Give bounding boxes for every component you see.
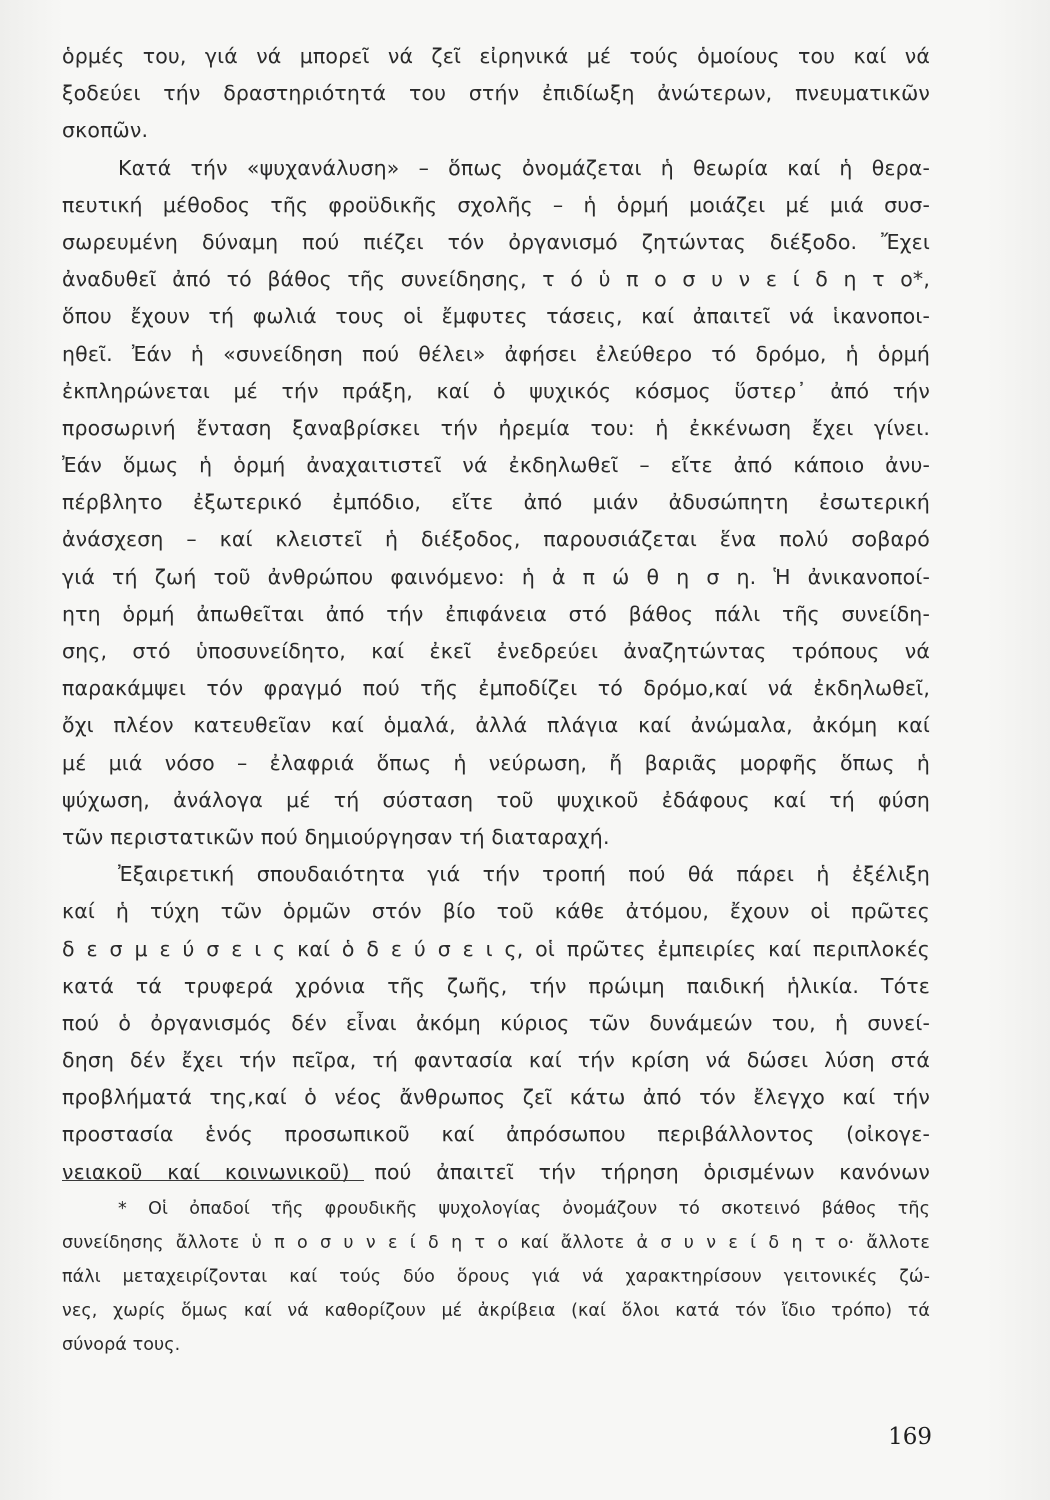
- text-line: ψύχωση, ἀνάλογα μέ τή σύσταση τοῦ ψυχικοῦ ἐδάφους καί τή φύση: [62, 787, 930, 812]
- page-number: 169: [888, 1424, 932, 1450]
- text-line: σης, στό ὑποσυνείδητο, καί ἐκεῖ ἐνεδρεύει ἀναζητώντας τρόπους νά: [62, 639, 930, 663]
- text-line: νειακοῦ καί κοινωνικοῦ) πού ἀπαιτεῖ τήν τήρηση ὁρισμένων κανόνων: [62, 1159, 930, 1184]
- text-line: Κατά τήν «ψυχανάλυση» – ὅπως ὀνομάζεται ἡ θεωρία καί ἡ θερα-: [118, 155, 930, 180]
- text-line: σωρευμένη δύναμη πού πιέζει τόν ὀργανισμό ζητώντας διέξοδο. Ἔχει: [62, 229, 930, 254]
- text-line: ὄχι πλέον κατευθεῖαν καί ὁμαλά, ἀλλά πλάγια καί ἀνώμαλα, ἀκόμη καί: [62, 713, 930, 738]
- text-line: μέ μιά νόσο – ἐλαφριά ὅπως ἡ νεύρωση, ἤ βαριᾶς μορφῆς ὅπως ἡ: [62, 750, 930, 775]
- text-line: δ ε σ μ ε ύ σ ε ι ς καί ὁ δ ε ύ σ ε ι ς, οἱ πρῶτες ἐμπειρίες καί περιπλοκές: [62, 936, 930, 961]
- text-line: προσωρινή ἔνταση ξαναβρίσκει τήν ἠρεμία του: ἡ ἐκκένωση ἔχει γίνει.: [62, 415, 930, 440]
- footnote-divider: [62, 1180, 364, 1181]
- text-line: ἐκπληρώνεται μέ τήν πράξη, καί ὁ ψυχικός κόσμος ὕστερ᾽ ἀπό τήν: [62, 378, 930, 403]
- text-line: πευτική μέθοδος τῆς φροϋδικῆς σχολῆς – ἡ ὁρμή μοιάζει μέ μιά συσ-: [62, 192, 930, 217]
- text-line: δηση δέν ἔχει τήν πεῖρα, τή φαντασία καί τήν κρίση νά δώσει λύση στά: [62, 1048, 930, 1073]
- text-line: ξοδεύει τήν δραστηριότητά του στήν ἐπιδίωξη ἀνώτερων, πνευματικῶν: [62, 81, 930, 106]
- text-line: ηθεῖ. Ἐάν ἡ «συνείδηση πού θέλει» ἀφήσει ἐλεύθερο τό δρόμο, ἡ ὁρμή: [62, 341, 930, 366]
- text-line: ἀνάσχεση – καί κλειστεῖ ἡ διέξοδος, παρουσιάζεται ἕνα πολύ σοβαρό: [62, 527, 930, 552]
- text-line: γιά τή ζωή τοῦ ἀνθρώπου φαινόμενο: ἡ ἀ π ώ θ η σ η. Ἡ ἀνικανοποί-: [62, 564, 930, 589]
- footnote-line: πάλι μεταχειρίζονται καί τούς δύο ὅρους γιά νά χαρακτηρίσουν γειτονικές ζώ-: [62, 1267, 930, 1287]
- footnote-line: νες, χωρίς ὅμως καί νά καθορίζουν μέ ἀκρίβεια (καί ὅλοι κατά τόν ἴδιο τρόπο) τά: [62, 1301, 930, 1321]
- text-line: πέρβλητο ἐξωτερικό ἐμπόδιο, εἴτε ἀπό μιάν ἀδυσώπητη ἐσωτερική: [62, 490, 930, 515]
- text-line: ὁρμές του, γιά νά μπορεῖ νά ζεῖ εἰρηνικά μέ τούς ὁμοίους του καί νά: [62, 44, 930, 68]
- text-line: Ἐξαιρετική σπουδαιότητα γιά τήν τροπή πού θά πάρει ἡ ἐξέλιξη: [118, 862, 930, 887]
- footnote: [62, 1192, 930, 1362]
- text-line: ητη ὁρμή ἀπωθεῖται ἀπό τήν ἐπιφάνεια στό βάθος πάλι τῆς συνείδη-: [62, 601, 930, 626]
- text-line: παρακάμψει τόν φραγμό πού τῆς ἐμποδίζει τό δρόμο,καί νά ἐκδηλωθεῖ,: [62, 676, 930, 701]
- text-line: καί ἡ τύχη τῶν ὁρμῶν στόν βίο τοῦ κάθε ἀτόμου, ἔχουν οἱ πρῶτες: [62, 899, 930, 924]
- text-line: κατά τά τρυφερά χρόνια τῆς ζωῆς, τήν πρώιμη παιδική ἡλικία. Τότε: [62, 973, 930, 998]
- text-line: ἀναδυθεῖ ἀπό τό βάθος τῆς συνείδησης, τ ό ὑ π ο σ υ ν ε ί δ η τ ο*,: [62, 267, 930, 292]
- footnote-line: σύνορά τους.: [62, 1335, 181, 1355]
- text-line: ὅπου ἔχουν τή φωλιά τους οἱ ἔμφυτες τάσεις, καί ἀπαιτεῖ νά ἱκανοποι-: [62, 304, 930, 329]
- text-line: τῶν περιστατικῶν πού δημιούργησαν τή διαταραχή.: [62, 824, 610, 849]
- text-line: σκοπῶν.: [62, 118, 149, 143]
- text-line: προστασία ἑνός προσωπικοῦ καί ἀπρόσωπου περιβάλλοντος (οἰκογε-: [62, 1122, 930, 1147]
- body-text: [62, 38, 930, 1191]
- text-line: πού ὁ ὀργανισμός δέν εἶναι ἀκόμη κύριος τῶν δυνάμεών του, ἡ συνεί-: [62, 1010, 930, 1035]
- text-line: προβλήματά της,καί ὁ νέος ἄνθρωπος ζεῖ κάτω ἀπό τόν ἔλεγχο καί τήν: [62, 1085, 930, 1110]
- footnote-line: * Οἱ ὀπαδοί τῆς φρουδικῆς ψυχολογίας ὀνομάζουν τό σκοτεινό βάθος τῆς: [118, 1199, 930, 1219]
- footnote-line: συνείδησης ἄλλοτε ὑ π ο σ υ ν ε ί δ η τ ο καί ἄλλοτε ἀ σ υ ν ε ί δ η τ ο· ἄλλοτε: [62, 1233, 930, 1253]
- text-line: Ἐάν ὅμως ἡ ὁρμή ἀναχαιτιστεῖ νά ἐκδηλωθεῖ – εἴτε ἀπό κάποιο ἀνυ-: [62, 453, 930, 478]
